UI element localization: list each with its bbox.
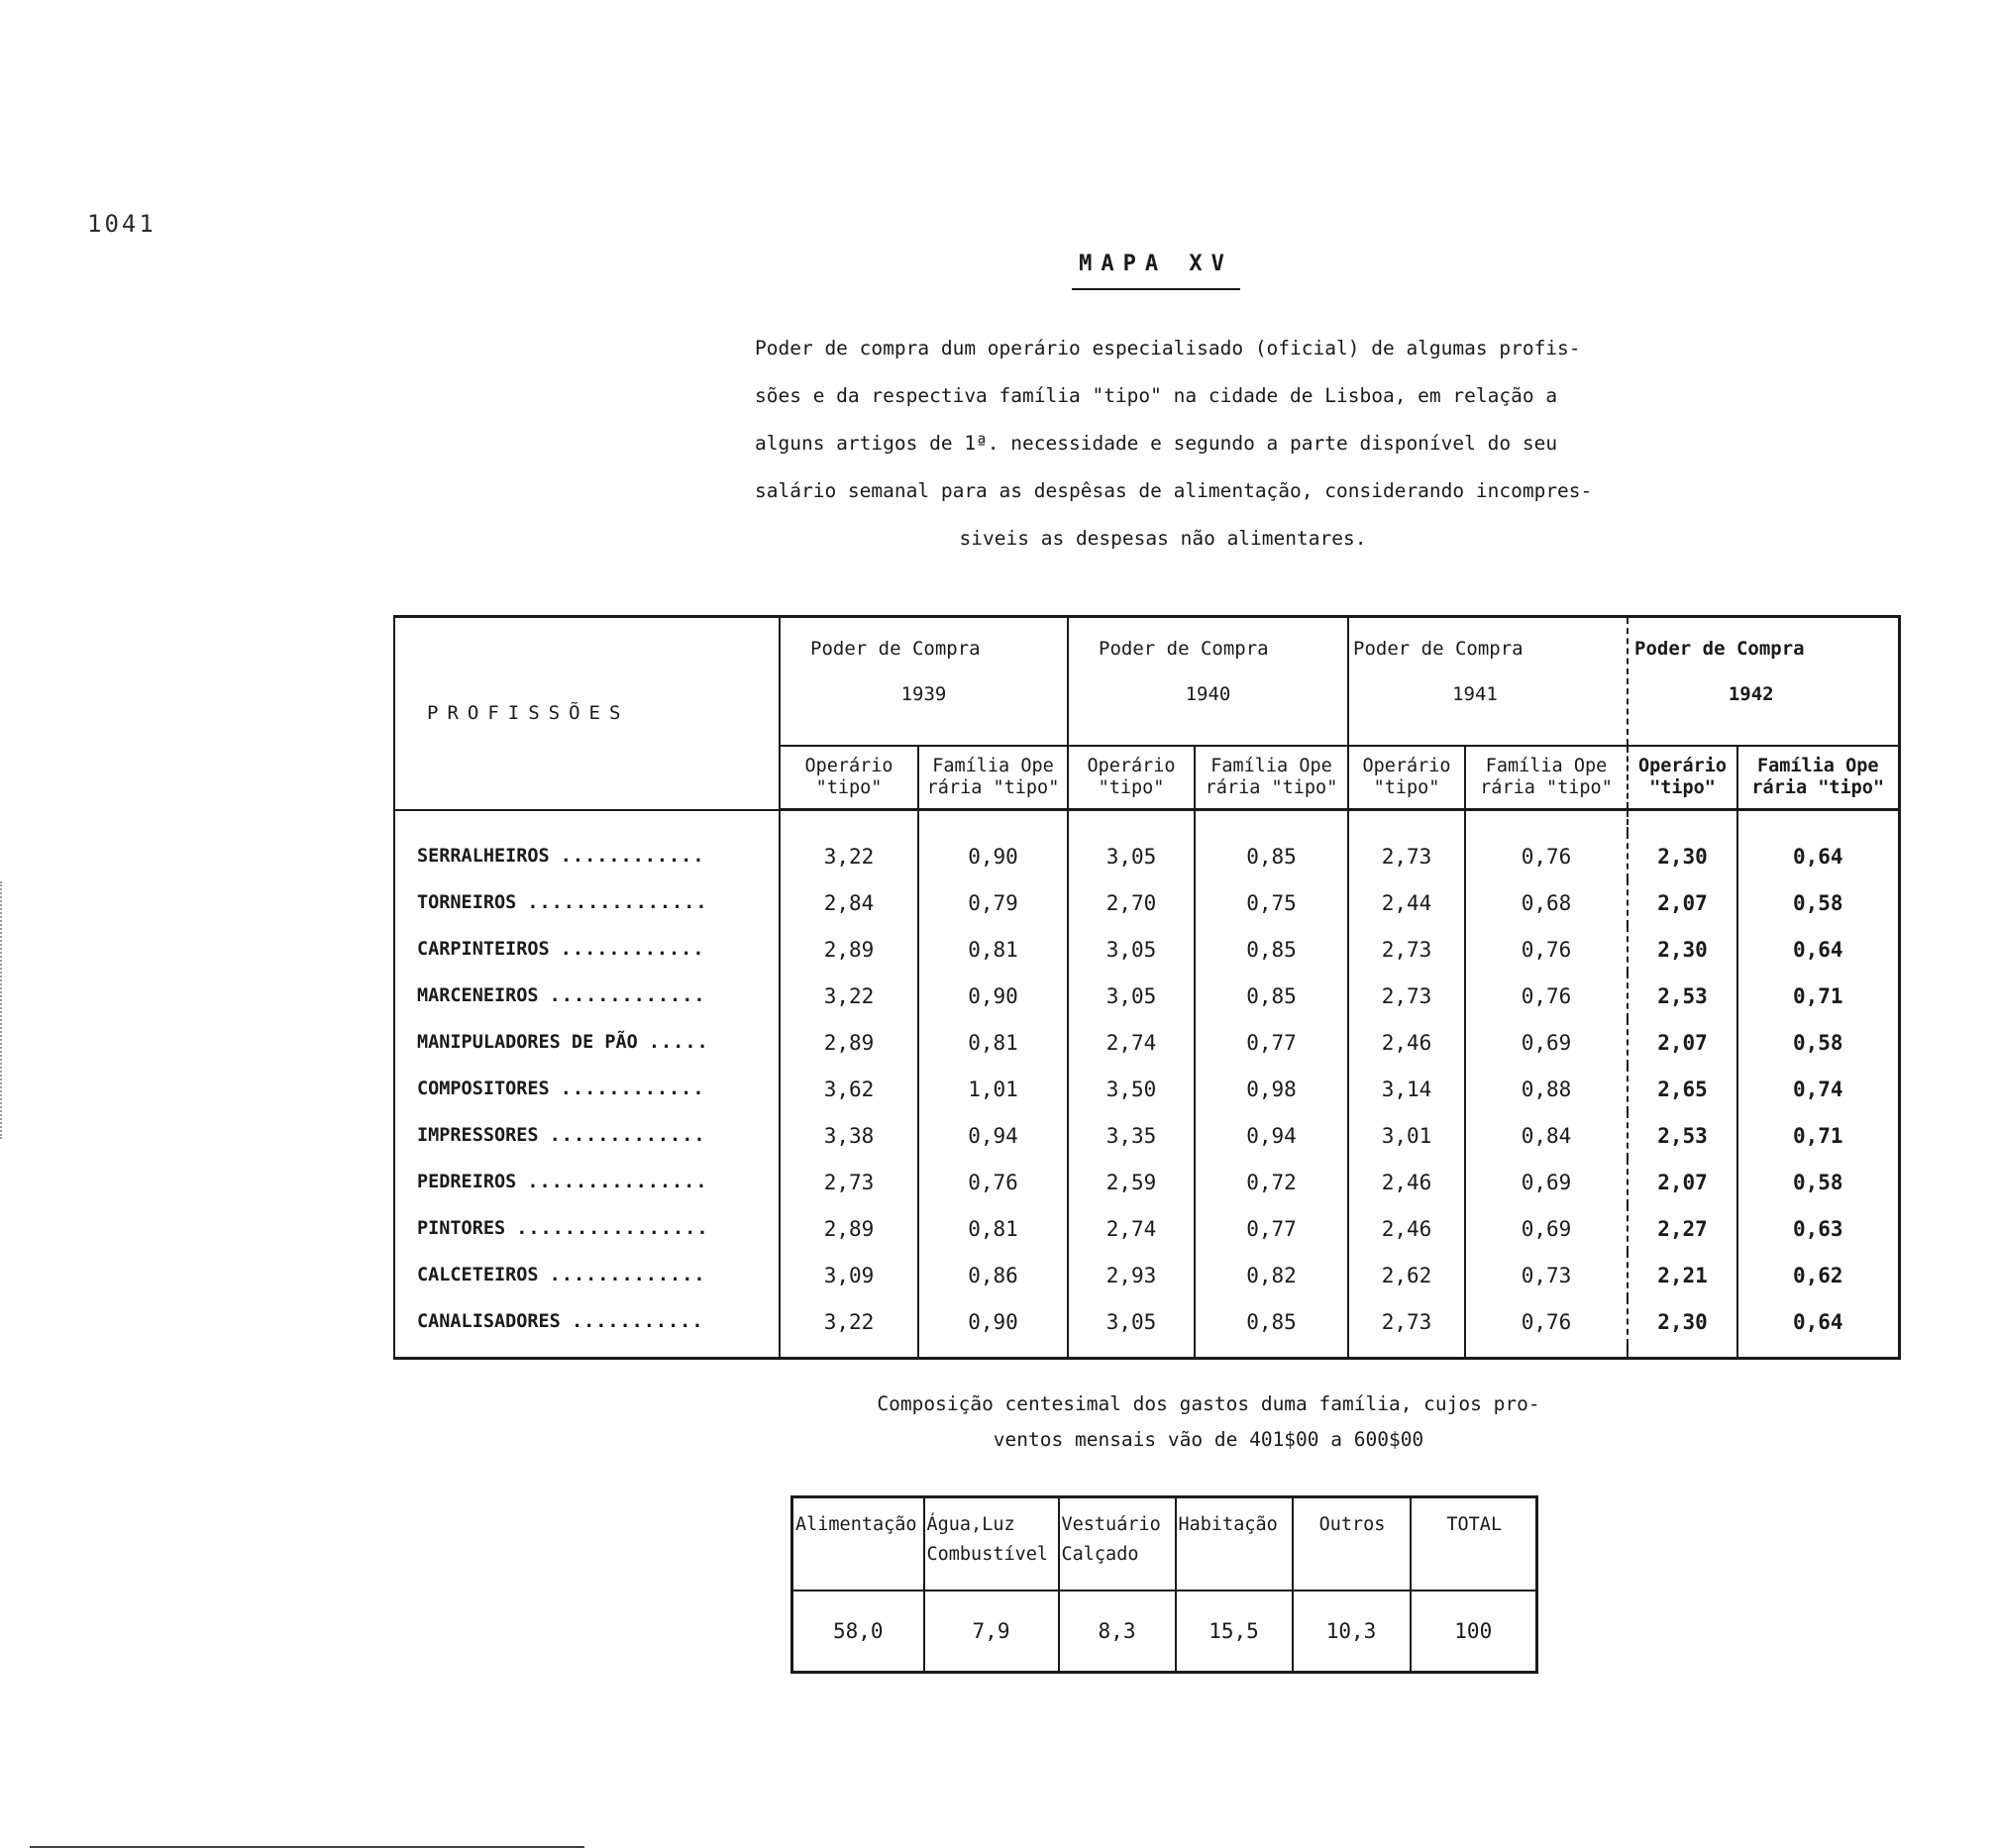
worker-value-cell: 3,35 xyxy=(1068,1112,1195,1159)
family-value-cell: 0,73 xyxy=(1465,1252,1628,1298)
worker-value-cell: 3,05 xyxy=(1068,833,1195,879)
professions-header: PROFISSÕES xyxy=(394,617,780,810)
profession-name: CARPINTEIROS xyxy=(417,939,550,960)
worker-value-cell: 2,89 xyxy=(780,1019,918,1066)
worker-value-cell: 2,59 xyxy=(1068,1159,1195,1205)
worker-value-cell: 2,30 xyxy=(1628,1298,1737,1345)
table-row xyxy=(394,879,1899,926)
family-value-cell: 0,90 xyxy=(918,1298,1068,1345)
profession-cell xyxy=(394,973,780,1019)
family-value-cell: 0,69 xyxy=(1465,1205,1628,1252)
family-value-cell: 0,62 xyxy=(1737,1252,1899,1298)
worker-value-cell: 2,44 xyxy=(1348,879,1465,926)
leader-dots: ........... xyxy=(571,1311,704,1332)
value-food: 58,0 xyxy=(792,1591,924,1673)
year-header-1940 xyxy=(1068,617,1348,747)
family-value-cell: 0,79 xyxy=(918,879,1068,926)
profession-name: CANALISADORES xyxy=(417,1311,561,1332)
worker-value-cell: 2,73 xyxy=(780,1159,918,1205)
header-housing: Habitação xyxy=(1176,1497,1293,1591)
family-value-cell: 0,90 xyxy=(918,833,1068,879)
worker-value-cell: 3,05 xyxy=(1068,973,1195,1019)
table-row xyxy=(394,926,1899,973)
table-row xyxy=(394,1066,1899,1112)
worker-value-cell: 2,27 xyxy=(1628,1205,1737,1252)
year-header-1939 xyxy=(780,617,1068,747)
worker-value-cell: 2,46 xyxy=(1348,1159,1465,1205)
page-number: 1041 xyxy=(87,210,157,238)
value-water-light-fuel: 7,9 xyxy=(924,1591,1059,1673)
worker-value-cell: 2,84 xyxy=(780,879,918,926)
profession-cell xyxy=(394,1298,780,1345)
worker-value-cell: 3,05 xyxy=(1068,926,1195,973)
worker-value-cell: 3,50 xyxy=(1068,1066,1195,1112)
family-value-cell: 0,86 xyxy=(918,1252,1068,1298)
leader-dots: ............. xyxy=(549,1265,706,1285)
intro-line: siveis as despesas não alimentares. xyxy=(959,527,1367,550)
family-value-cell: 0,74 xyxy=(1737,1066,1899,1112)
year-header-1941 xyxy=(1348,617,1628,747)
value-clothing-footwear: 8,3 xyxy=(1059,1591,1176,1673)
family-value-cell: 0,76 xyxy=(1465,1298,1628,1345)
family-value-cell: 0,64 xyxy=(1737,833,1899,879)
leader-dots: ............. xyxy=(549,1125,706,1146)
profession-cell xyxy=(394,1112,780,1159)
table-row xyxy=(394,973,1899,1019)
family-value-cell: 0,64 xyxy=(1737,926,1899,973)
worker-value-cell: 3,09 xyxy=(780,1252,918,1298)
worker-type-header: Operário "tipo" xyxy=(1628,746,1737,810)
value-total: 100 xyxy=(1411,1591,1537,1673)
header-food: Alimentação xyxy=(792,1497,924,1591)
worker-value-cell: 2,21 xyxy=(1628,1252,1737,1298)
family-value-cell: 0,88 xyxy=(1465,1066,1628,1112)
map-title: MAPA XV xyxy=(1072,252,1240,290)
family-value-cell: 0,84 xyxy=(1465,1112,1628,1159)
family-value-cell: 0,90 xyxy=(918,973,1068,1019)
family-value-cell: 0,77 xyxy=(1195,1019,1348,1066)
worker-type-header: Operário "tipo" xyxy=(1348,746,1465,810)
family-type-header: Família Ope rária "tipo" xyxy=(1195,746,1348,810)
worker-value-cell: 2,89 xyxy=(780,1205,918,1252)
worker-value-cell: 3,22 xyxy=(780,1298,918,1345)
family-value-cell: 0,72 xyxy=(1195,1159,1348,1205)
family-value-cell: 0,98 xyxy=(1195,1066,1348,1112)
intro-line: alguns artigos de 1ª. necessidade e segundo a parte disponível do seu xyxy=(755,432,1558,455)
profession-name: PEDREIROS xyxy=(417,1172,517,1192)
family-value-cell: 0,76 xyxy=(1465,833,1628,879)
power-label: Poder de Compra xyxy=(1099,638,1269,660)
purchasing-power-table xyxy=(393,615,1901,1360)
profession-cell xyxy=(394,1205,780,1252)
worker-value-cell: 2,65 xyxy=(1628,1066,1737,1112)
margin-scan-mark xyxy=(0,881,6,1139)
worker-value-cell: 3,22 xyxy=(780,973,918,1019)
family-value-cell: 0,64 xyxy=(1737,1298,1899,1345)
worker-value-cell: 2,73 xyxy=(1348,833,1465,879)
profession-cell xyxy=(394,833,780,879)
header-water-light-fuel: Água,Luz Combustível xyxy=(924,1497,1059,1591)
worker-value-cell: 3,62 xyxy=(780,1066,918,1112)
worker-value-cell: 2,07 xyxy=(1628,1019,1737,1066)
worker-value-cell: 2,89 xyxy=(780,926,918,973)
table-row xyxy=(394,1298,1899,1345)
family-value-cell: 0,76 xyxy=(918,1159,1068,1205)
family-value-cell: 0,69 xyxy=(1465,1159,1628,1205)
leader-dots: ............... xyxy=(527,1172,708,1192)
worker-value-cell: 2,73 xyxy=(1348,973,1465,1019)
worker-value-cell: 2,73 xyxy=(1348,926,1465,973)
profession-name: COMPOSITORES xyxy=(417,1078,550,1099)
family-value-cell: 0,68 xyxy=(1465,879,1628,926)
intro-paragraph xyxy=(755,325,1607,563)
family-value-cell: 0,76 xyxy=(1465,926,1628,973)
profession-cell xyxy=(394,1159,780,1205)
family-value-cell: 0,82 xyxy=(1195,1252,1348,1298)
table-row xyxy=(394,1019,1899,1066)
family-value-cell: 0,85 xyxy=(1195,833,1348,879)
composition-caption xyxy=(773,1386,1644,1458)
family-value-cell: 0,63 xyxy=(1737,1205,1899,1252)
family-value-cell: 0,69 xyxy=(1465,1019,1628,1066)
family-type-header: Família Ope rária "tipo" xyxy=(1737,746,1899,810)
worker-value-cell: 2,62 xyxy=(1348,1252,1465,1298)
expense-composition-table xyxy=(790,1495,1538,1674)
family-value-cell: 0,85 xyxy=(1195,973,1348,1019)
profession-name: TORNEIROS xyxy=(417,892,517,913)
intro-line: salário semanal para as despêsas de alimentação, considerando incompres- xyxy=(755,479,1593,502)
worker-value-cell: 2,30 xyxy=(1628,926,1737,973)
header-total: TOTAL xyxy=(1411,1497,1537,1591)
worker-value-cell: 2,07 xyxy=(1628,1159,1737,1205)
power-label: Poder de Compra xyxy=(810,638,981,660)
table-row xyxy=(394,1112,1899,1159)
caption-line: Composição centesimal dos gastos duma família, cujos pro- xyxy=(877,1392,1540,1415)
profession-cell xyxy=(394,1252,780,1298)
family-value-cell: 0,76 xyxy=(1465,973,1628,1019)
leader-dots: ................ xyxy=(516,1218,709,1239)
intro-line: sões e da respectiva família "tipo" na cidade de Lisboa, em relação a xyxy=(755,384,1558,407)
family-value-cell: 1,01 xyxy=(918,1066,1068,1112)
worker-value-cell: 2,53 xyxy=(1628,1112,1737,1159)
family-value-cell: 0,94 xyxy=(918,1112,1068,1159)
leader-dots: ............ xyxy=(560,939,705,960)
year-label: 1942 xyxy=(1728,683,1774,705)
worker-value-cell: 2,07 xyxy=(1628,879,1737,926)
profession-cell xyxy=(394,879,780,926)
profession-cell xyxy=(394,1066,780,1112)
intro-line: Poder de compra dum operário especialisado (oficial) de algumas profis- xyxy=(755,337,1581,359)
family-value-cell: 0,71 xyxy=(1737,973,1899,1019)
table-row xyxy=(394,1159,1899,1205)
family-type-header: Família Ope rária "tipo" xyxy=(1465,746,1628,810)
family-value-cell: 0,81 xyxy=(918,1019,1068,1066)
year-label: 1939 xyxy=(900,683,947,705)
table-row xyxy=(394,1205,1899,1252)
worker-value-cell: 3,22 xyxy=(780,833,918,879)
family-value-cell: 0,77 xyxy=(1195,1205,1348,1252)
profession-name: PINTORES xyxy=(417,1218,506,1239)
profession-name: CALCETEIROS xyxy=(417,1265,539,1285)
value-others: 10,3 xyxy=(1293,1591,1411,1673)
worker-value-cell: 2,70 xyxy=(1068,879,1195,926)
year-header-1942 xyxy=(1628,617,1899,747)
family-value-cell: 0,71 xyxy=(1737,1112,1899,1159)
profession-cell xyxy=(394,1019,780,1066)
leader-dots: ..... xyxy=(648,1032,709,1053)
profession-name: IMPRESSORES xyxy=(417,1125,539,1146)
year-label: 1941 xyxy=(1452,683,1498,705)
family-value-cell: 0,85 xyxy=(1195,1298,1348,1345)
worker-value-cell: 2,93 xyxy=(1068,1252,1195,1298)
profession-name: MARCENEIROS xyxy=(417,985,539,1006)
header-others: Outros xyxy=(1293,1497,1411,1591)
worker-value-cell: 3,05 xyxy=(1068,1298,1195,1345)
family-value-cell: 0,85 xyxy=(1195,926,1348,973)
family-value-cell: 0,81 xyxy=(918,926,1068,973)
header-clothing-footwear: Vestuário Calçado xyxy=(1059,1497,1176,1591)
worker-value-cell: 2,74 xyxy=(1068,1205,1195,1252)
profession-cell xyxy=(394,926,780,973)
worker-value-cell: 2,30 xyxy=(1628,833,1737,879)
family-value-cell: 0,94 xyxy=(1195,1112,1348,1159)
worker-value-cell: 3,14 xyxy=(1348,1066,1465,1112)
family-value-cell: 0,81 xyxy=(918,1205,1068,1252)
leader-dots: ............ xyxy=(560,1078,705,1099)
family-value-cell: 0,58 xyxy=(1737,1159,1899,1205)
worker-value-cell: 2,74 xyxy=(1068,1019,1195,1066)
profession-name: SERRALHEIROS xyxy=(417,846,550,867)
profession-name: MANIPULADORES DE PÃO xyxy=(417,1032,638,1053)
worker-value-cell: 2,73 xyxy=(1348,1298,1465,1345)
power-label: Poder de Compra xyxy=(1634,638,1805,660)
family-value-cell: 0,58 xyxy=(1737,879,1899,926)
leader-dots: ............... xyxy=(527,892,708,913)
value-housing: 15,5 xyxy=(1176,1591,1293,1673)
leader-dots: ............ xyxy=(560,846,705,867)
family-value-cell: 0,75 xyxy=(1195,879,1348,926)
caption-line: ventos mensais vão de 401$00 a 600$00 xyxy=(993,1428,1424,1451)
family-value-cell: 0,58 xyxy=(1737,1019,1899,1066)
worker-value-cell: 2,53 xyxy=(1628,973,1737,1019)
worker-value-cell: 3,38 xyxy=(780,1112,918,1159)
table-row xyxy=(394,833,1899,879)
table-row xyxy=(394,1252,1899,1298)
worker-type-header: Operário "tipo" xyxy=(780,746,918,810)
worker-value-cell: 2,46 xyxy=(1348,1205,1465,1252)
power-label: Poder de Compra xyxy=(1353,638,1524,660)
family-type-header: Família Ope rária "tipo" xyxy=(918,746,1068,810)
leader-dots: ............. xyxy=(549,985,706,1006)
worker-value-cell: 2,46 xyxy=(1348,1019,1465,1066)
worker-value-cell: 3,01 xyxy=(1348,1112,1465,1159)
year-label: 1940 xyxy=(1185,683,1231,705)
worker-type-header: Operário "tipo" xyxy=(1068,746,1195,810)
